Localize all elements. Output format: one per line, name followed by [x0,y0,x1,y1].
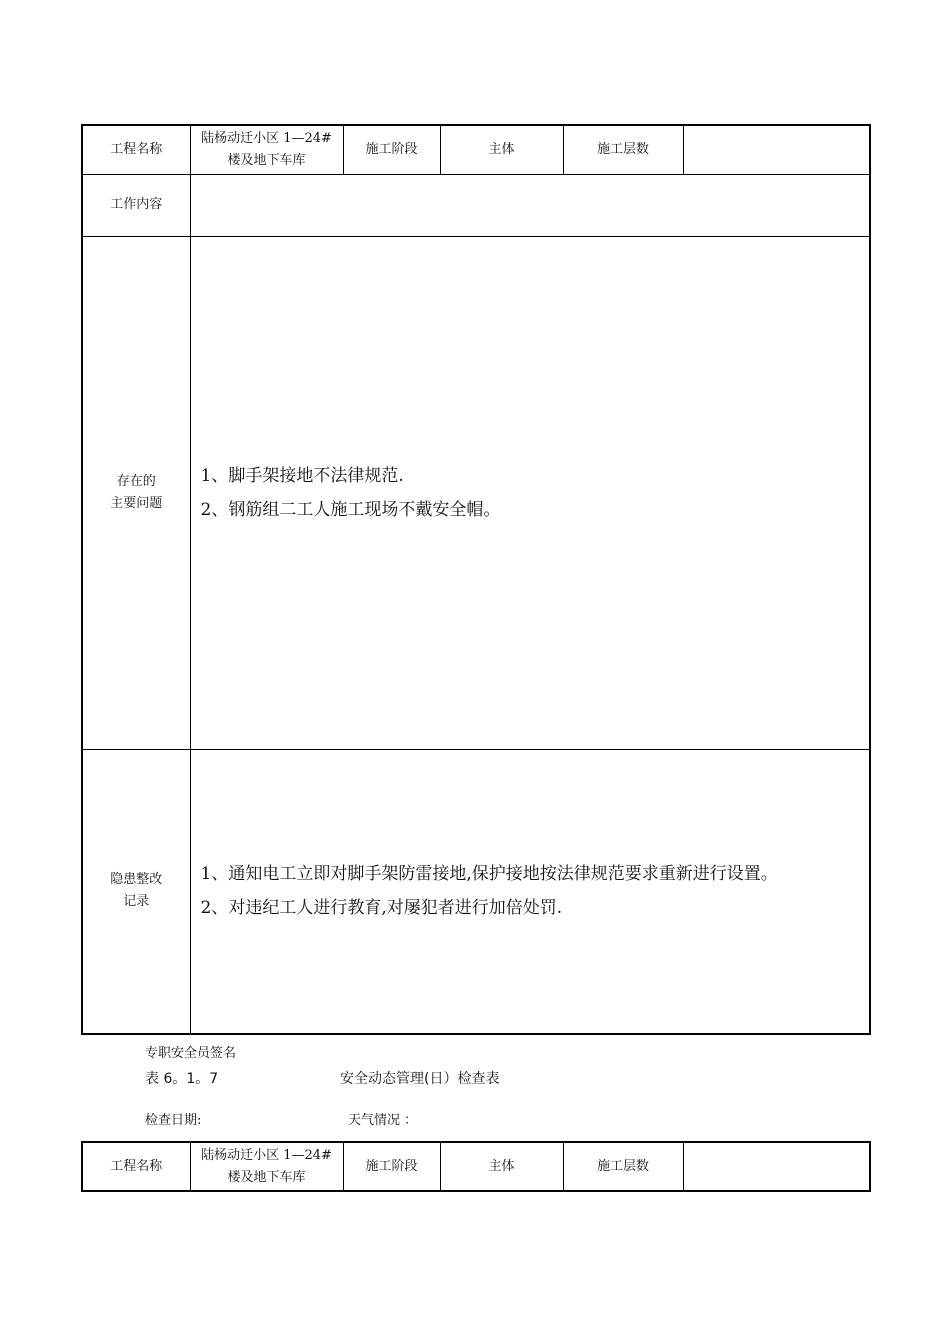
stage-label: 施工阶段 [343,1142,440,1191]
floors-value [683,1142,870,1191]
rectification-label-line2: 记录 [123,894,150,910]
header-row [82,125,870,174]
rectification-label-line1: 隐患整改 [110,872,163,888]
floors-label: 施工层数 [563,125,683,174]
project-name-label: 工程名称 [82,1142,190,1191]
project-name-value [190,125,343,174]
problem-item: 1、脚手架接地不法律规范. [200,465,404,486]
inspection-date-label: 检查日期: [145,1113,202,1128]
rectification-item: 2、对违纪工人进行教育,对屡犯者进行加倍处罚. [200,898,563,919]
problems-label [82,236,190,749]
stage-label: 施工阶段 [343,125,440,174]
problems-label-line2: 主要问题 [110,495,163,511]
next-inspection-table [81,1141,871,1192]
problems-content [190,236,870,749]
inspection-table [81,124,871,1035]
weather-label: 天气情况 ： [348,1113,418,1128]
problems-row [82,236,870,749]
project-name-line1: 陆杨动迁小区 1—24# [201,130,332,146]
form-title: 安全动态管理(日）检查表 [340,1071,500,1087]
work-content-row [82,174,870,236]
project-name-line2: 楼及地下车库 [227,152,306,168]
rectification-row [82,749,870,1034]
rectification-label [82,749,190,1034]
project-name-line2: 楼及地下车库 [227,1169,306,1185]
table-number: 表 6。1。7 [145,1071,219,1087]
floors-label: 施工层数 [563,1142,683,1191]
project-name-line1: 陆杨动迁小区 1—24# [201,1147,332,1163]
signature-label: 专职安全员签名 [145,1046,237,1061]
header-row [82,1142,870,1191]
problem-item: 2、钢筋组二工人施工现场不戴安全帽。 [200,499,501,520]
work-content-value [190,174,870,236]
project-name-label: 工程名称 [82,125,190,174]
stage-value: 主体 [440,125,563,174]
floors-value [683,125,870,174]
rectification-item: 1、通知电工立即对脚手架防雷接地,保护接地按法律规范要求重新进行设置。 [200,864,778,885]
problems-label-line1: 存在的 [116,473,156,489]
stage-value: 主体 [440,1142,563,1191]
work-content-label: 工作内容 [82,174,190,236]
project-name-value [190,1142,343,1191]
rectification-content [190,749,870,1034]
